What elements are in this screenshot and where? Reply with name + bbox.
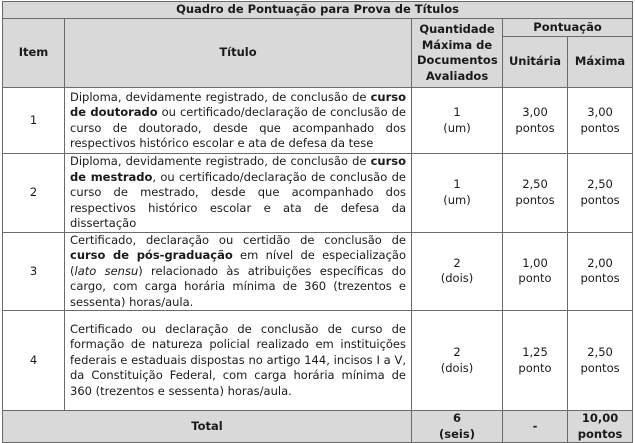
- header-unitaria: Unitária: [503, 37, 568, 88]
- max-score-cell: [568, 311, 633, 411]
- item-number: 3: [3, 232, 65, 311]
- table-row: [3, 311, 633, 411]
- caption-row: [3, 2, 633, 19]
- description-text: Diploma, devidamente registrado, de conclusão de: [70, 154, 371, 168]
- quantity-cell: [412, 232, 503, 311]
- quantity-word: (um): [443, 120, 471, 135]
- item-description: [65, 154, 412, 233]
- max-score-cell: [568, 232, 633, 311]
- quantity-word: (dois): [440, 271, 474, 286]
- max-score-label: pontos: [580, 120, 620, 135]
- total-label: Total: [3, 411, 412, 443]
- unit-score-value: 3,00: [522, 105, 548, 119]
- total-quantity-number: 6: [452, 411, 461, 425]
- max-score-value: 2,50: [587, 345, 613, 359]
- header-pontuacao: Pontuação: [503, 19, 633, 37]
- unit-score-label: ponto: [518, 271, 552, 286]
- description-text: Certificado ou declaração de conclusão de curso de formação de natureza policial realizado em instituições federais e estaduais dispostas no artigo 144, incisos I a V, da Constituição Federal, com carga horária mínima de 360 (trezentos e sessenta) horas/aula.: [70, 321, 406, 398]
- description-italic: lato sensu: [74, 263, 139, 278]
- total-quantity: [412, 411, 503, 443]
- description-text: em nível de especialização (: [70, 248, 406, 278]
- max-score-label: pontos: [580, 192, 620, 207]
- quantity-number: 1: [453, 105, 461, 119]
- description-text: Diploma, devidamente registrado, de conclusão de: [70, 89, 371, 104]
- max-score-cell: [568, 154, 633, 233]
- table-caption: Quadro de Pontuação para Prova de Títulos: [3, 2, 633, 19]
- unit-score-label: ponto: [518, 360, 552, 375]
- max-score-value: 3,00: [587, 105, 613, 119]
- description-text: ) relacionado às atribuições específicas do cargo, com carga horária mínima de 360 (trezentos e sessenta) horas/aula.: [70, 263, 406, 309]
- total-max-label: pontos: [577, 426, 623, 441]
- max-score-value: 2,00: [587, 255, 613, 270]
- description-highlight: curso de doutorado: [70, 89, 406, 119]
- total-unit: -: [503, 411, 568, 443]
- unit-score-label: pontos: [515, 120, 555, 135]
- quantity-word: (dois): [440, 360, 474, 375]
- unit-score-value: 1,00: [522, 255, 548, 270]
- unit-score-label: pontos: [515, 192, 555, 207]
- quantity-word: (um): [443, 192, 471, 207]
- max-score-label: pontos: [580, 360, 620, 375]
- description-text: ou certificado/declaração de conclusão de curso de doutorado, desde que acompanhado dos respectivos histórico escolar e ata de defesa da tese: [70, 105, 406, 150]
- total-row: [3, 411, 633, 443]
- total-quantity-word: (seis): [439, 426, 475, 441]
- header-maxima: Máxima: [568, 37, 633, 88]
- unit-score-cell: [503, 88, 568, 154]
- score-table: [2, 1, 633, 443]
- total-max-value: 10,00: [581, 411, 619, 425]
- total-max: [568, 411, 633, 443]
- item-description: [65, 88, 412, 154]
- description-highlight: curso de mestrado: [70, 154, 406, 184]
- header-titulo: Título: [65, 19, 412, 88]
- unit-score-cell: [503, 154, 568, 233]
- item-number: 1: [3, 88, 65, 154]
- item-number: 2: [3, 154, 65, 233]
- table-row: [3, 232, 633, 311]
- header-row-1: [3, 19, 633, 37]
- item-description: [65, 232, 412, 311]
- unit-score-cell: [503, 232, 568, 311]
- quantity-number: 1: [453, 177, 461, 192]
- max-score-value: 2,50: [587, 177, 613, 192]
- quantity-number: 2: [453, 255, 461, 270]
- quantity-cell: [412, 311, 503, 411]
- quantity-number: 2: [453, 345, 461, 359]
- unit-score-value: 2,50: [522, 177, 548, 192]
- unit-score-cell: [503, 311, 568, 411]
- table-row: [3, 154, 633, 233]
- table-row: [3, 88, 633, 154]
- quantity-cell: [412, 154, 503, 233]
- unit-score-value: 1,25: [522, 345, 548, 359]
- max-score-cell: [568, 88, 633, 154]
- description-text: , ou certificado/declaração de conclusão de curso de mestrado, desde que acompanhado dos respectivos histórico escolar e ata de defesa da dissertação: [70, 169, 406, 230]
- max-score-label: pontos: [580, 271, 620, 286]
- description-text: Certificado, declaração ou certidão de conclusão de: [70, 232, 406, 247]
- item-description: [65, 311, 412, 411]
- description-highlight: curso de pós-graduação: [70, 248, 233, 262]
- header-quantidade: Quantidade Máxima de Documentos Avaliados: [412, 19, 503, 88]
- item-number: 4: [3, 311, 65, 411]
- header-item: Item: [3, 19, 65, 88]
- quantity-cell: [412, 88, 503, 154]
